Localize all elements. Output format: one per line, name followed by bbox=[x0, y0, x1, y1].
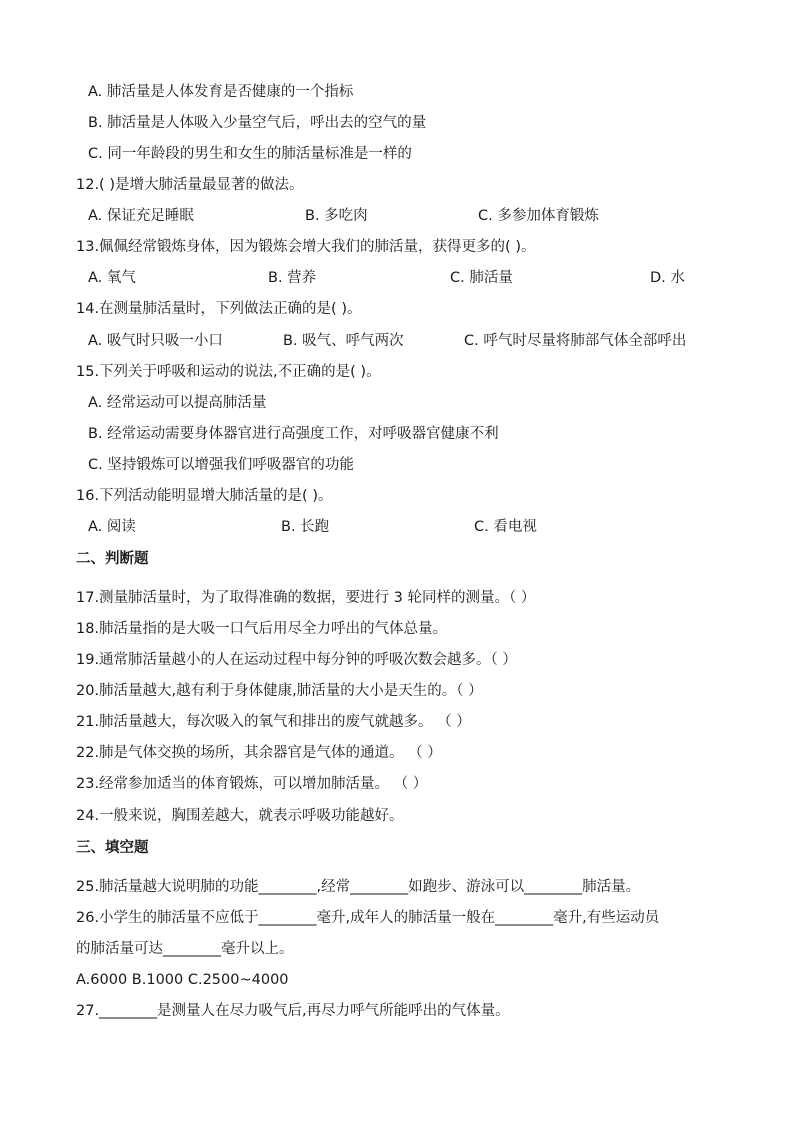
fill-item-26-choices: A.6000 B.1000 C.2500~4000 bbox=[76, 972, 289, 988]
q12-option-b: B. 多吃肉 bbox=[305, 208, 368, 224]
q14-option-c: C. 呼气时尽量将肺部气体全部呼出 bbox=[464, 333, 687, 349]
q16-option-c: C. 看电视 bbox=[474, 519, 537, 535]
judge-item-19: 19.通常肺活量越小的人在运动过程中每分钟的呼吸次数会越多。（ ） bbox=[76, 652, 517, 668]
q16-option-b: B. 长跑 bbox=[281, 519, 330, 535]
fill-item-25: 25.肺活量越大说明肺的功能________,经常________如跑步、游泳可以________肺活量。 bbox=[76, 879, 641, 895]
judge-item-21: 21.肺活量越大，每次吸入的氧气和排出的废气就越多。 （ ） bbox=[76, 714, 471, 730]
q16-stem: 16.下列活动能明显增大肺活量的是( )。 bbox=[76, 488, 333, 504]
q14-option-a: A. 吸气时只吸一小口 bbox=[88, 333, 223, 349]
section-heading-fill: 三、填空题 bbox=[76, 840, 149, 856]
q13-options bbox=[0, 268, 794, 288]
q15-option-b: B. 经常运动需要身体器官进行高强度工作，对呼吸器官健康不利 bbox=[88, 426, 499, 442]
q11-option-a: A. 肺活量是人体发育是否健康的一个指标 bbox=[88, 84, 354, 100]
q15-stem: 15.下列关于呼吸和运动的说法,不正确的是( )。 bbox=[76, 364, 381, 380]
q11-option-b: B. 肺活量是人体吸入少量空气后，呼出去的空气的量 bbox=[88, 115, 427, 131]
q15-option-a: A. 经常运动可以提高肺活量 bbox=[88, 395, 267, 411]
q12-option-c: C. 多参加体育锻炼 bbox=[478, 208, 599, 224]
section-heading-judge: 二、判断题 bbox=[76, 551, 149, 567]
q11-option-c: C. 同一年龄段的男生和女生的肺活量标准是一样的 bbox=[88, 146, 412, 162]
q16-options bbox=[0, 517, 794, 537]
judge-item-24: 24.一般来说，胸围差越大，就表示呼吸功能越好。 bbox=[76, 808, 404, 824]
judge-item-23: 23.经常参加适当的体育锻炼，可以增加肺活量。 （ ） bbox=[76, 776, 428, 792]
judge-item-18: 18.肺活量指的是大吸一口气后用尽全力呼出的气体总量。 bbox=[76, 621, 448, 637]
q12-stem: 12.( )是增大肺活量最显著的做法。 bbox=[76, 177, 304, 193]
judge-item-20: 20.肺活量越大,越有利于身体健康,肺活量的大小是天生的。（ ） bbox=[76, 683, 483, 699]
q12-option-a: A. 保证充足睡眠 bbox=[88, 208, 194, 224]
q14-stem: 14.在测量肺活量时，下列做法正确的是( )。 bbox=[76, 301, 362, 317]
judge-item-22: 22.肺是气体交换的场所，其余器官是气体的通道。 （ ） bbox=[76, 745, 442, 761]
fill-item-26: 26.小学生的肺活量不应低于________毫升,成年人的肺活量一般在________毫升,有些运动员 bbox=[76, 910, 660, 926]
q13-option-b: B. 营养 bbox=[268, 270, 317, 286]
fill-item-26-cont: 的肺活量可达________毫升以上。 bbox=[76, 941, 294, 957]
q13-option-a: A. 氧气 bbox=[88, 270, 136, 286]
q13-option-c: C. 肺活量 bbox=[450, 270, 513, 286]
q15-option-c: C. 坚持锻炼可以增强我们呼吸器官的功能 bbox=[88, 457, 354, 473]
q16-option-a: A. 阅读 bbox=[88, 519, 136, 535]
q13-option-d: D. 水 bbox=[650, 270, 685, 286]
q13-stem: 13.佩佩经常锻炼身体，因为锻炼会增大我们的肺活量，获得更多的( )。 bbox=[76, 239, 536, 255]
q14-option-b: B. 吸气、呼气两次 bbox=[283, 333, 404, 349]
judge-item-17: 17.测量肺活量时，为了取得准确的数据，要进行 3 轮同样的测量。（ ） bbox=[76, 590, 536, 606]
fill-item-27: 27.________是测量人在尽力吸气后,再尽力呼气所能呼出的气体量。 bbox=[76, 1003, 510, 1019]
q12-options bbox=[0, 206, 794, 226]
q14-options bbox=[0, 331, 794, 351]
